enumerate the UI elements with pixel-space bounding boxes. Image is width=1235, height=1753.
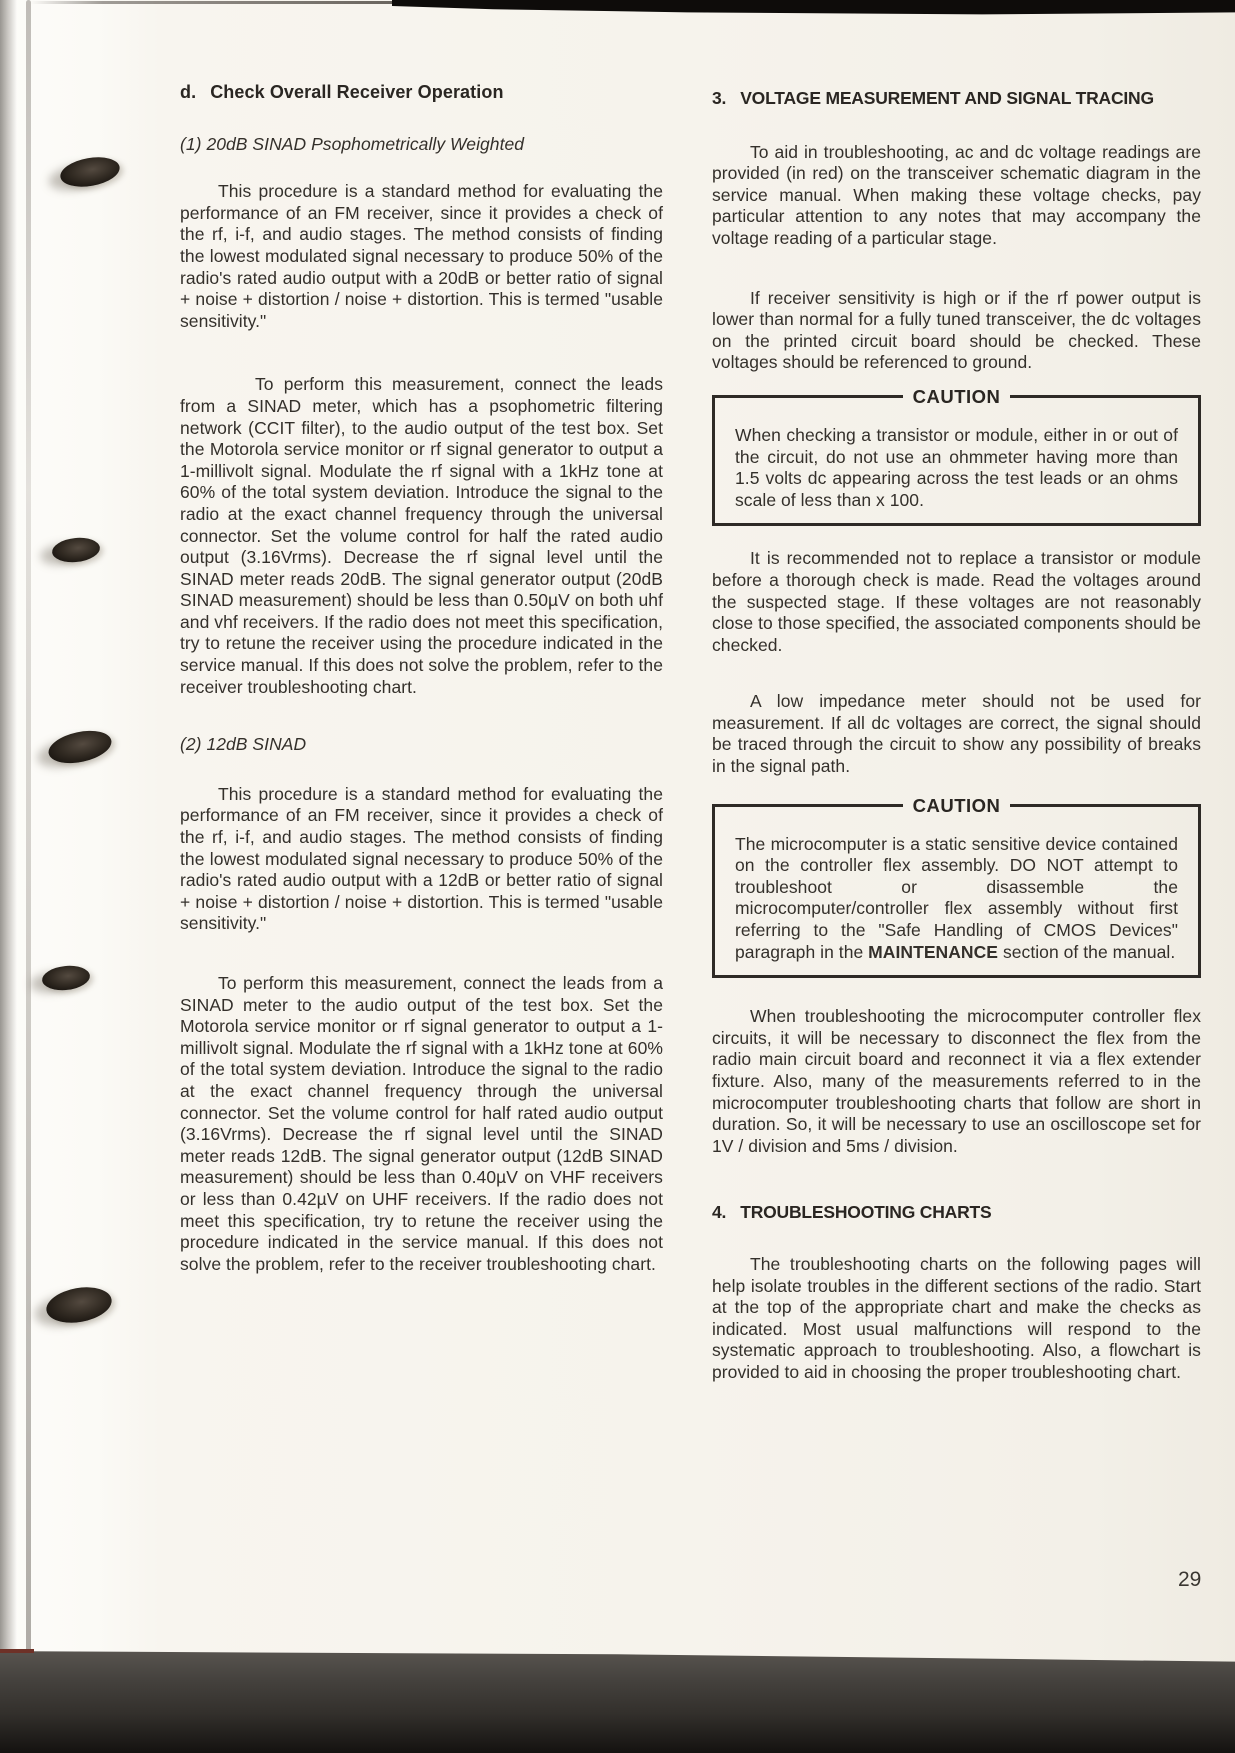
section-d-title: Check Overall Receiver Operation: [210, 82, 504, 102]
para-troubleshooting-charts: The troubleshooting charts on the following pages will help isolate troubles in the different sections of the radio. Start at the top of the appropriate chart and make the checks as indicated. Most usual malfunctions will respond to the systematic approach to troubleshooting. Also, a flowchart is provided to aid in choosing the proper troubleshooting chart.: [712, 1253, 1201, 1382]
subsection-1-heading: (1) 20dB SINAD Psophometrically Weighted: [180, 133, 525, 154]
section-4-heading: [712, 1202, 1201, 1224]
hole-punch: [51, 536, 101, 565]
caution-title: CAUTION: [912, 794, 1001, 816]
para-voltage-4: A low impedance meter should not be used for measurement. If all dc voltages are correct, the signal should be traced through the circuit to show any possibility of breaks in the signal path.: [712, 691, 1201, 777]
hole-punch: [46, 726, 115, 769]
para-voltage-2: If receiver sensitivity is high or if the rf power output is lower than normal for a fully tuned transceiver, the dc voltages on the printed circuit board should be checked. These voltages should be referenced to ground.: [712, 287, 1201, 373]
section-4-number: 4.: [712, 1202, 727, 1223]
para-12db-sinad-1: This procedure is a standard method for evaluating the performance of an FM receiver, since it provides a check of the rf, i-f, and audio stages. The method consists of finding the lowest modulated signal necessary to produce 50% of the radio's rated audio output with a 12dB or better ratio of signal + noise + distortion / noise + distortion. This is termed "usable sensitivity.": [180, 783, 663, 934]
caution-rule-left: [712, 395, 903, 398]
caution-title: CAUTION: [912, 386, 1001, 408]
spine-shadow: [0, 0, 17, 1753]
caution-body-ohmmeter: When checking a transistor or module, either in or out of the circuit, do not use an ohmmeter having more than 1.5 volts dc appearing across the test leads or an ohms scale of less than x 100.: [735, 424, 1178, 510]
para-12db-sinad-2: To perform this measurement, connect the leads from a SINAD meter to the audio output of the test box. Set the Motorola service monitor or rf signal generator to output a 1-millivolt signal. Modulate the rf signal with a 1kHz tone at 60% of the total system deviation. Introduce the signal to the radio at the exact channel frequency through the universal connector. Set the volume control for half rated audio output (3.16Vrms). Decrease the rf signal level until the SINAD meter reads 12dB. The signal generator output (12dB SINAD measurement) should be less than 0.40µV on VHF receivers or less than 0.42µV on UHF receivers. If the radio does not meet this specification, try to retune the receiver using the procedure indicated in the service manual. If this does not solve the problem, refer to the receiver troubleshooting chart.: [180, 973, 663, 1274]
para-voltage-3: It is recommended not to replace a transistor or module before a thorough check is made. Read the voltages around the suspected stage. If these voltages are not reasonably close to those specified, the associated components should be checked.: [712, 548, 1201, 655]
subsection-2-heading: (2) 12dB SINAD: [180, 734, 307, 755]
caution-body-end: section of the manual.: [998, 941, 1176, 962]
left-column: [180, 82, 663, 1275]
caution-box-label: [712, 385, 1201, 409]
section-d-heading: [180, 82, 663, 104]
page-number: 29: [1178, 1568, 1202, 1591]
caution-box-label: [712, 794, 1201, 818]
para-20db-sinad-2: To perform this measurement, connect the leads from a SINAD meter, which has a psophometric filtering network (CCIT filter), to the audio output of the test box. Set the Motorola service monitor or rf signal generator to output a 1-millivolt signal. Modulate the rf signal with a 1kHz tone at 60% of the total system deviation. Introduce the signal to the radio at the exact channel frequency through the universal connector. Set the volume control for half the rated audio output (3.16Vrms). Decrease the rf signal level until the SINAD meter reads 20dB. The signal generator output (20dB SINAD measurement) should be less than 0.50µV on both uhf and vhf receivers. If the radio does not meet this specification, try to retune the receiver using the procedure indicated in the service manual. If this does not solve the problem, refer to the receiver troubleshooting chart.: [180, 374, 663, 697]
caution-box-microcomputer: [712, 794, 1201, 979]
para-20db-sinad-1: This procedure is a standard method for evaluating the performance of an FM receiver, since it provides a check of the rf, i-f, and audio stages. The method consists of finding the lowest modulated signal necessary to produce 50% of the radio's rated audio output with a 20dB or better ratio of signal + noise + distortion / noise + distortion. This is termed "usable sensitivity.": [180, 181, 663, 331]
right-column: [712, 88, 1201, 1384]
caution-body-start: The microcomputer is a static sensitive device contained on the controller flex assembly. DO NOT attempt to troubleshoot or disassemble the microcomputer/controller flex assembly without first referring to the "Safe Handling of CMOS Devices" paragraph in the: [735, 833, 1178, 962]
para-flex-troubleshooting: When troubleshooting the microcomputer controller flex circuits, it will be necessary to disconnect the flex from the radio main circuit board and reconnect it via a flex extender fixture. Also, many of the measurements referred to in the microcomputer troubleshooting charts that follow are short in duration. So, it will be necessary to use an oscilloscope set for 1V / division and 5ms / division.: [712, 1006, 1201, 1156]
maintenance-bold-word: MAINTENANCE: [868, 941, 999, 962]
section-3-heading: [712, 88, 1201, 110]
bottom-band-red-line: [0, 1649, 34, 1653]
caution-rule-right: [1010, 804, 1201, 807]
caution-box-ohmmeter: [712, 386, 1201, 526]
caution-rule-right: [1010, 395, 1201, 398]
section-d-number: d.: [180, 82, 197, 102]
section-3-number: 3.: [712, 88, 727, 108]
caution-body-microcomputer: [735, 834, 1178, 964]
hole-punch: [58, 153, 122, 191]
caution-rule-left: [712, 804, 903, 807]
hole-punch: [41, 964, 91, 993]
section-3-title: VOLTAGE MEASUREMENT AND SIGNAL TRACING: [740, 88, 1154, 108]
bottom-scan-band: [0, 1648, 1235, 1753]
top-scan-bar: [392, 0, 1235, 20]
section-4-title: TROUBLESHOOTING CHARTS: [740, 1202, 992, 1223]
hole-punch: [44, 1283, 115, 1328]
spine-crease: [26, 0, 31, 1753]
top-scan-line: [30, 1, 395, 4]
para-voltage-1: To aid in troubleshooting, ac and dc voltage readings are provided (in red) on the transceiver schematic diagram in the service manual. When making these voltage checks, pay particular attention to any notes that may accompany the voltage reading of a particular stage.: [712, 141, 1201, 248]
